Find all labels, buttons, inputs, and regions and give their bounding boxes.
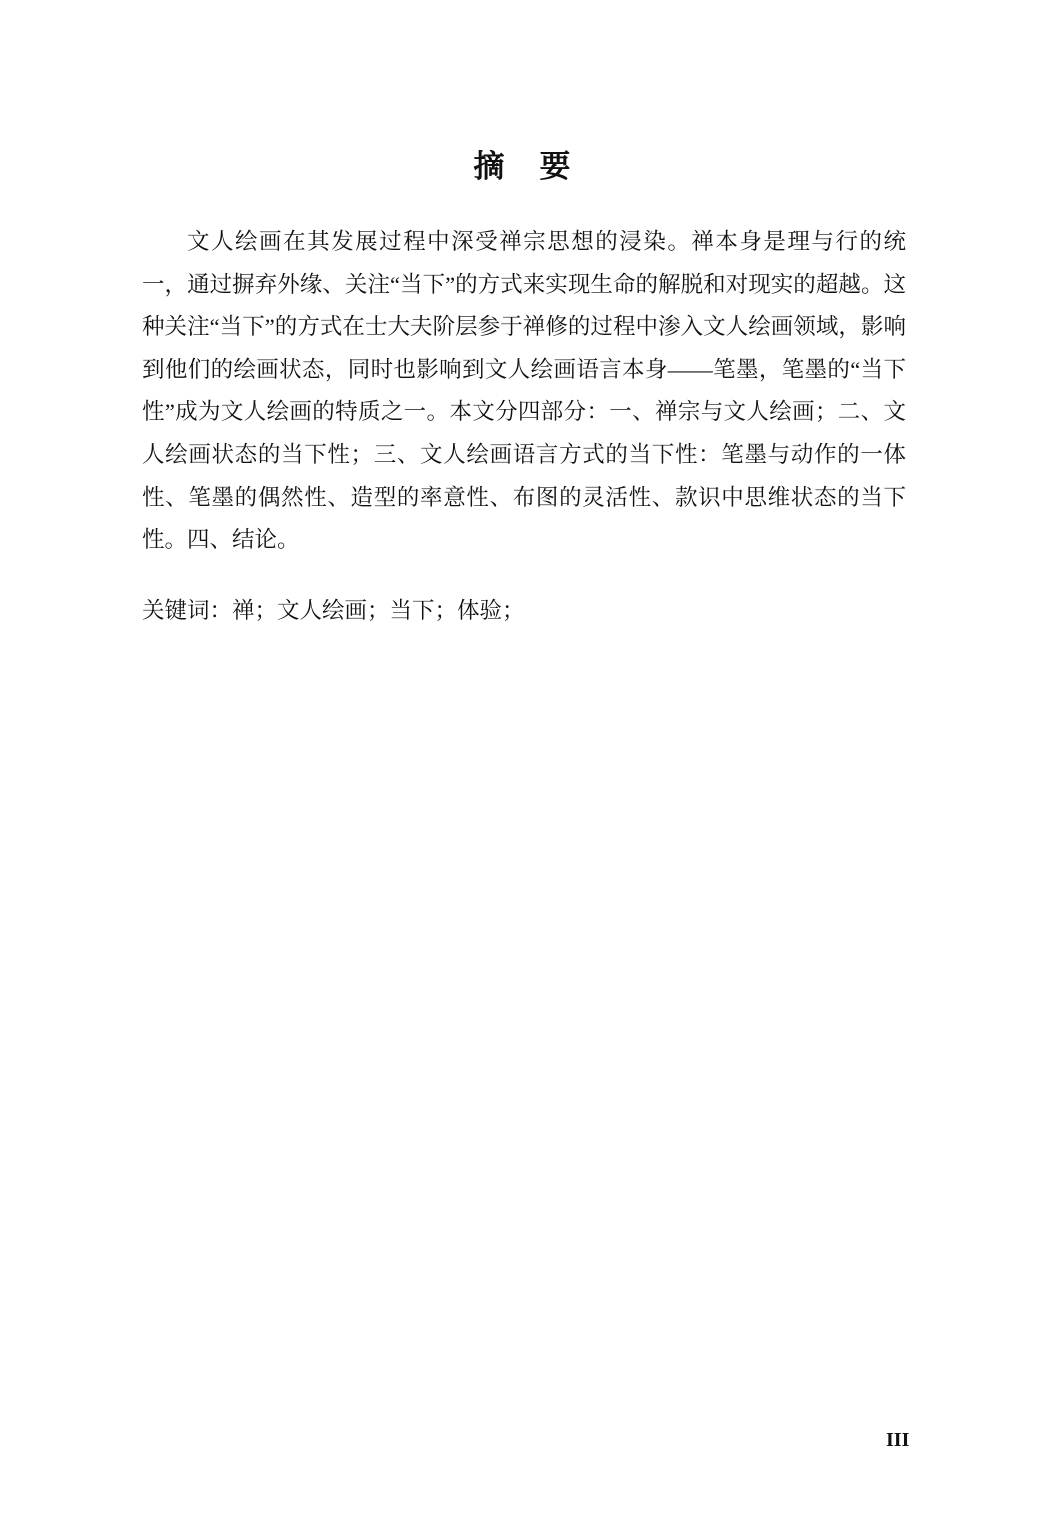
keywords-value: 禅；文人绘画；当下；体验； (232, 598, 525, 623)
page-title: 摘 要 (473, 149, 573, 184)
abstract-paragraph: 文人绘画在其发展过程中深受禅宗思想的浸染。禅本身是理与行的统一，通过摒弃外缘、关注“当下”的方式来实现生命的解脱和对现实的超越。这种关注“当下”的方式在士大夫阶层参于禅修的过程中渗入文人绘画领域，影响到他们的绘画状态，同时也影响到文人绘画语言本身——笔墨，笔墨的“当下性”成为文人绘画的特质之一。本文分四部分：一、禅宗与文人绘画；二、文人绘画状态的当下性；三、文人绘画语言方式的当下性：笔墨与动作的一体性、笔墨的偶然性、造型的率意性、布图的灵活性、款识中思维状态的当下性。四、结论。 (142, 229, 906, 553)
keywords-label: 关键词： (142, 598, 233, 623)
page-number: III (886, 1429, 910, 1451)
keywords-line (142, 595, 906, 627)
